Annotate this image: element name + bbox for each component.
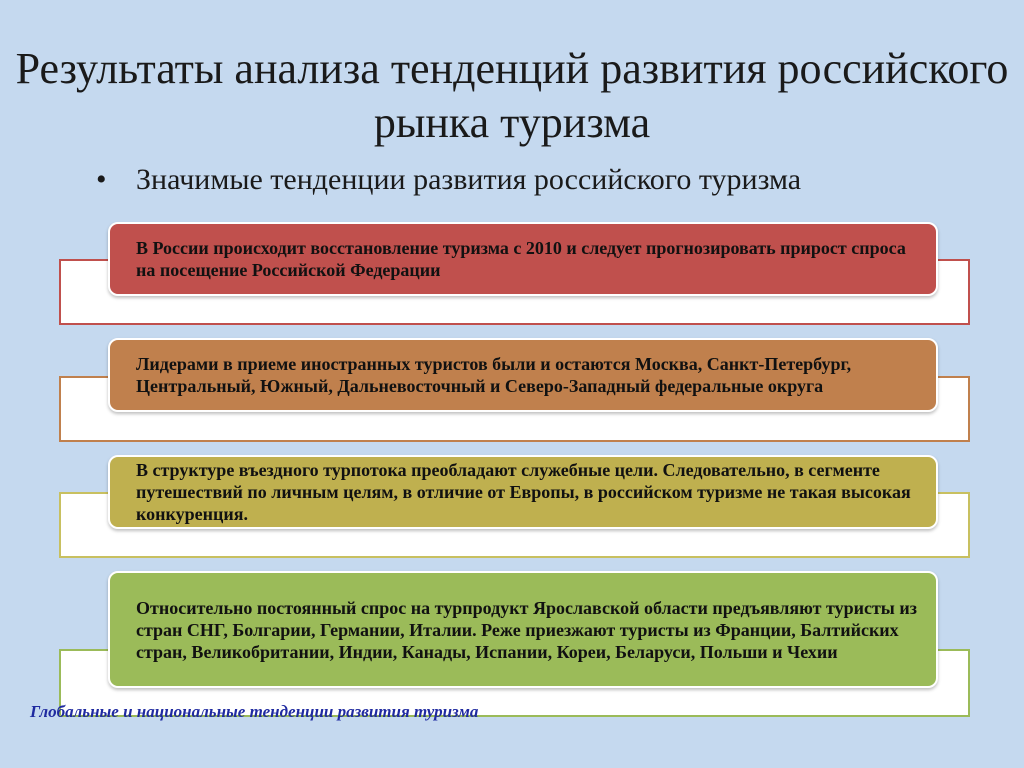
subtitle-bullet-row <box>96 162 801 198</box>
trend-item-3: В структуре въездного турпотока преобладают служебные цели. Следовательно, в сегменте путешествий по личным целям, в отличие от Европы, в российском туризме не такая высокая конкуренция. <box>108 455 938 529</box>
trend-item-4: Относительно постоянный спрос на турпродукт Ярославской области предъявляют туристы из стран СНГ, Болгарии, Германии, Италии. Реже приезжают туристы из Франции, Балтийских стран, Великобритании, Индии, Канады, Испании, Кореи, Беларуси, Польши и Чехии <box>108 571 938 688</box>
trend-item-1: В России происходит восстановление туризма с 2010 и следует прогнозировать прирост спроса на посещение Российской Федерации <box>108 222 938 296</box>
slide-title: Результаты анализа тенденций развития российского рынка туризма <box>15 44 1009 147</box>
trend-item-2: Лидерами в приеме иностранных туристов были и остаются Москва, Санкт-Петербург, Центральный, Южный, Дальневосточный и Северо-Западный федеральные округа <box>108 338 938 412</box>
bullet-icon: • <box>96 163 107 196</box>
subtitle-text: Значимые тенденции развития российского туризма <box>136 163 802 196</box>
footer-link[interactable]: Глобальные и национальные тенденции развития туризма <box>30 702 479 721</box>
